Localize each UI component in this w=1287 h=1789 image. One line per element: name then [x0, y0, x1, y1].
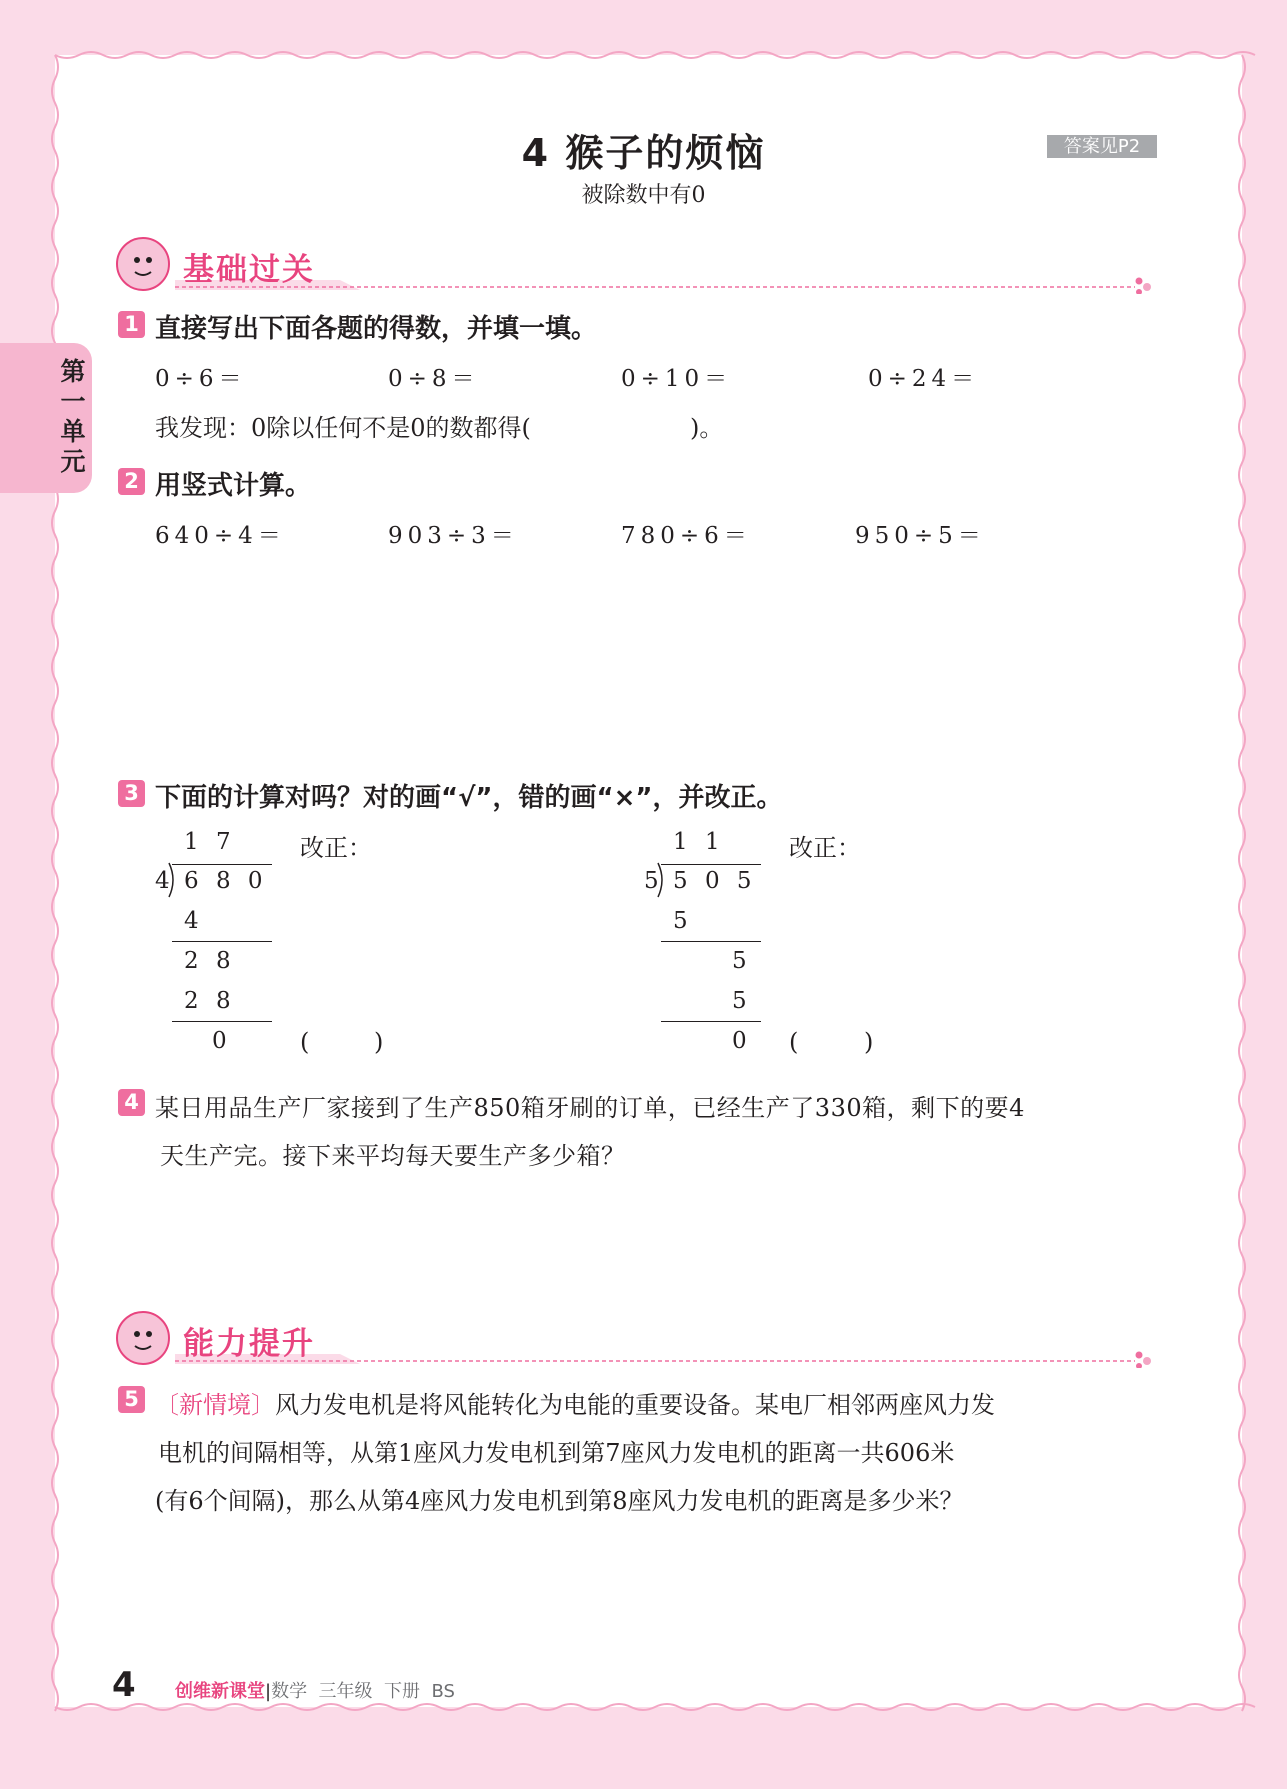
q2-item-4: 950÷5＝ — [855, 523, 986, 549]
q1-item-3: 0÷10＝ — [621, 366, 733, 392]
right-dividend: 5 0 5 — [673, 868, 757, 894]
right-division-bracket-icon — [657, 862, 667, 898]
question-4-line-1: 某日用品生产厂家接到了生产850箱牙刷的订单，已经生产了330箱，剩下的要4 — [155, 1094, 1025, 1122]
divider-dot-icon — [1136, 1363, 1142, 1368]
q1-discovery-text: 我发现：0除以任何不是0的数都得( — [155, 414, 531, 442]
right-step-3: 5 — [732, 988, 752, 1014]
left-correction-label: 改正： — [300, 834, 372, 862]
footer-brand: 创维新课堂 — [175, 1681, 265, 1702]
page-title: 4 猴子的烦恼 — [521, 131, 766, 175]
question-3-title: 下面的计算对吗？对的画“√”，错的画“×”，并改正。 — [155, 783, 783, 813]
left-step-3: 2 8 — [184, 988, 236, 1014]
footer-subject: 数学 — [271, 1681, 308, 1702]
question-1-title: 直接写出下面各题的得数，并填一填。 — [155, 314, 598, 344]
q1-discovery-end: )。 — [690, 414, 724, 442]
divider-dot-icon — [1136, 278, 1143, 285]
question-number-5: 5 — [118, 1386, 145, 1413]
right-judge-paren-open: ( — [789, 1028, 799, 1056]
footer-edition: BS — [431, 1681, 455, 1702]
right-step-line-2 — [661, 1021, 761, 1022]
footer-volume: 下册 — [383, 1681, 420, 1702]
right-remainder: 0 — [732, 1028, 752, 1054]
q2-item-2: 903÷3＝ — [388, 523, 519, 549]
left-division-bar — [172, 864, 272, 865]
section-title-advanced: 能力提升 — [183, 1326, 315, 1362]
right-quotient: 1 1 — [673, 829, 725, 855]
unit-side-tab-label: 第一单元 — [60, 357, 86, 476]
left-quotient: 1 7 — [184, 829, 236, 855]
left-judge-paren-close: ) — [374, 1028, 384, 1056]
q2-item-1: 640÷4＝ — [155, 523, 286, 549]
new-context-tag: 〔新情境〕 — [155, 1391, 275, 1419]
mascot-eye-icon — [146, 1331, 152, 1337]
divider-dot-icon — [1136, 289, 1142, 294]
right-division-bar — [661, 864, 761, 865]
q1-item-1: 0÷6＝ — [155, 366, 247, 392]
left-step-line-2 — [172, 1021, 272, 1022]
mascot-eye-icon — [134, 1331, 140, 1337]
question-number-4: 4 — [118, 1089, 145, 1116]
right-step-line-1 — [661, 941, 761, 942]
q1-item-4: 0÷24＝ — [868, 366, 980, 392]
left-dividend: 6 8 0 — [184, 868, 268, 894]
question-2-title: 用竖式计算。 — [155, 471, 312, 501]
left-judge-paren-open: ( — [300, 1028, 310, 1056]
question-number-1: 1 — [118, 311, 145, 338]
mascot-eye-icon — [146, 257, 152, 263]
footer-separator: | — [265, 1681, 272, 1702]
question-number-3: 3 — [118, 780, 145, 807]
monkey-mascot-icon — [117, 238, 169, 290]
footer-grade: 三年级 — [318, 1681, 373, 1702]
right-divisor: 5 — [644, 868, 664, 894]
left-division-bracket-icon — [168, 862, 178, 898]
divider-dot-icon — [1136, 1352, 1143, 1359]
q1-item-2: 0÷8＝ — [388, 366, 480, 392]
right-step-1: 5 — [673, 908, 693, 934]
left-remainder: 0 — [212, 1028, 232, 1054]
left-step-2: 2 8 — [184, 948, 236, 974]
right-judge-paren-close: ) — [864, 1028, 874, 1056]
unit-side-tab — [0, 343, 92, 493]
left-divisor: 4 — [155, 868, 175, 894]
question-4-line-2: 天生产完。接下来平均每天要生产多少箱？ — [160, 1142, 626, 1170]
section-title-basic: 基础过关 — [183, 252, 315, 288]
left-step-line-1 — [172, 941, 272, 942]
right-correction-label: 改正： — [789, 834, 861, 862]
question-5-line-1-text: 风力发电机是将风能转化为电能的重要设备。某电厂相邻两座风力发 — [275, 1391, 995, 1419]
footer-info — [175, 1677, 455, 1703]
question-number-2: 2 — [118, 468, 145, 495]
question-5-line-1 — [155, 1385, 995, 1420]
question-5-line-2: 电机的间隔相等，从第1座风力发电机到第7座风力发电机的距离一共606米 — [158, 1439, 955, 1467]
page-subtitle: 被除数中有0 — [581, 183, 706, 208]
divider-dot-icon — [1143, 283, 1151, 291]
monkey-mascot-icon — [117, 1312, 169, 1364]
page-number: 4 — [112, 1665, 136, 1705]
mascot-eye-icon — [134, 257, 140, 263]
q2-item-3: 780÷6＝ — [621, 523, 752, 549]
divider-dot-icon — [1143, 1357, 1151, 1365]
right-step-2: 5 — [732, 948, 752, 974]
question-5-line-3: (有6个间隔)，那么从第4座风力发电机到第8座风力发电机的距离是多少米？ — [155, 1487, 964, 1515]
left-step-1: 4 — [184, 908, 204, 934]
answer-reference-badge: 答案见P2 — [1047, 135, 1157, 158]
